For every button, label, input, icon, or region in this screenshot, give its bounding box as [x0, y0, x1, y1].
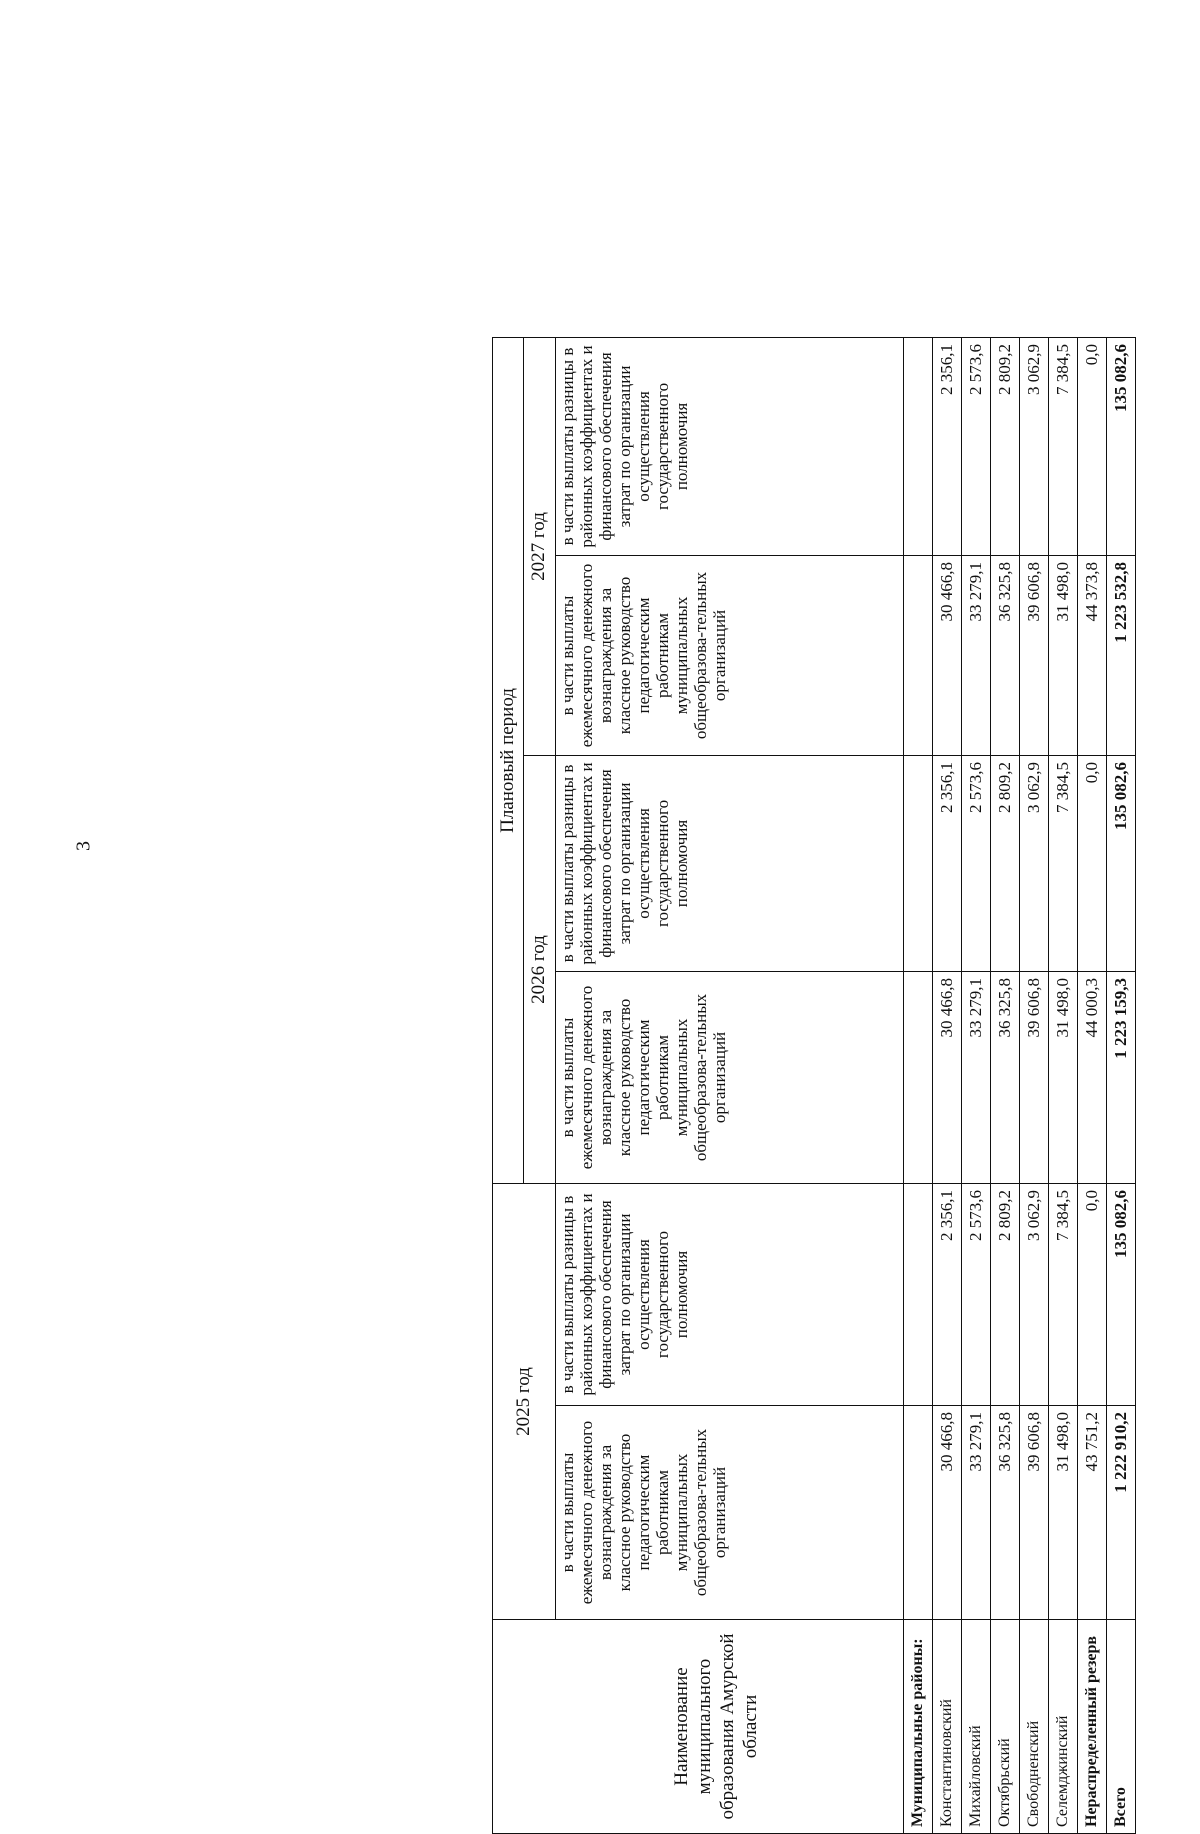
subheader-2027-class-teacher: в части выплаты ежемесячного денежного вознаграждения за классное руководство педагогическим работникам муниципальных общеобразова-тельных организаций	[555, 555, 903, 755]
cell-value: 31 498,0	[1048, 971, 1077, 1183]
row-name: Октябрьский	[990, 1620, 1019, 1834]
cell-value: 36 325,8	[990, 555, 1019, 755]
empty-cell	[903, 755, 932, 971]
cell-value: 31 498,0	[1048, 555, 1077, 755]
row-name: Михайловский	[961, 1620, 990, 1834]
cell-value: 7 384,5	[1048, 337, 1077, 555]
cell-value: 43 751,2	[1077, 1406, 1106, 1620]
section-label: Муниципальные районы:	[903, 1620, 932, 1834]
cell-value: 3 062,9	[1019, 337, 1048, 555]
subheader-2027-regional-coefficient: в части выплаты разницы в районных коэффициентах и финансового обеспечения затрат по организации осуществления государственного полномочия	[555, 337, 903, 555]
cell-value: 30 466,8	[932, 1406, 961, 1620]
cell-value: 39 606,8	[1019, 1406, 1048, 1620]
reserve-row	[1077, 337, 1106, 1833]
subheader-2025-regional-coefficient: в части выплаты разницы в районных коэффициентах и финансового обеспечения затрат по организации осуществления государственного полномочия	[555, 1183, 903, 1405]
table-row	[961, 337, 990, 1833]
cell-value: 1 222 910,2	[1106, 1406, 1135, 1620]
empty-cell	[903, 1406, 932, 1620]
cell-value: 2 356,1	[932, 337, 961, 555]
cell-value: 33 279,1	[961, 971, 990, 1183]
row-name: Свободненский	[1019, 1620, 1048, 1834]
cell-value: 33 279,1	[961, 1406, 990, 1620]
cell-value: 2 573,6	[961, 1183, 990, 1405]
cell-value: 0,0	[1077, 755, 1106, 971]
page-number: 3	[72, 841, 95, 851]
cell-value: 7 384,5	[1048, 1183, 1077, 1405]
cell-value: 30 466,8	[932, 971, 961, 1183]
cell-value: 135 082,6	[1106, 337, 1135, 555]
cell-value: 0,0	[1077, 337, 1106, 555]
table-row	[990, 337, 1019, 1833]
rotated-table-container	[492, 338, 1136, 1834]
cell-value: 0,0	[1077, 1183, 1106, 1405]
year-header-2027: 2027 год	[524, 337, 555, 755]
cell-value: 2 573,6	[961, 337, 990, 555]
cell-value: 1 223 532,8	[1106, 555, 1135, 755]
cell-value: 39 606,8	[1019, 971, 1048, 1183]
row-name: Константиновский	[932, 1620, 961, 1834]
cell-value: 2 356,1	[932, 1183, 961, 1405]
cell-value: 30 466,8	[932, 555, 961, 755]
cell-value: 3 062,9	[1019, 1183, 1048, 1405]
subheader-2026-class-teacher: в части выплаты ежемесячного денежного вознаграждения за классное руководство педагогическим работникам муниципальных общеобразова-тельных организаций	[555, 971, 903, 1183]
row-name: Селемджинский	[1048, 1620, 1077, 1834]
subheader-2026-regional-coefficient: в части выплаты разницы в районных коэффициентах и финансового обеспечения затрат по организации осуществления государственного полномочия	[555, 755, 903, 971]
table-row	[1019, 337, 1048, 1833]
year-header-2025: 2025 год	[493, 1183, 556, 1619]
cell-value: 2 573,6	[961, 755, 990, 971]
year-header-2026: 2026 год	[524, 755, 555, 1183]
table-row	[1048, 337, 1077, 1833]
table-row	[932, 337, 961, 1833]
cell-value: 36 325,8	[990, 1406, 1019, 1620]
empty-cell	[903, 337, 932, 555]
cell-value: 2 809,2	[990, 1183, 1019, 1405]
cell-value: 2 809,2	[990, 755, 1019, 971]
cell-value: 135 082,6	[1106, 755, 1135, 971]
planned-period-header: Плановый период	[493, 337, 524, 1183]
budget-table	[492, 337, 1136, 1834]
cell-value: 36 325,8	[990, 971, 1019, 1183]
empty-cell	[903, 555, 932, 755]
cell-value: 3 062,9	[1019, 755, 1048, 971]
column-header-municipality: Наименование муниципального образования Амурской области	[493, 1620, 904, 1834]
row-name: Нераспределенный резерв	[1077, 1620, 1106, 1834]
empty-cell	[903, 971, 932, 1183]
empty-cell	[903, 1183, 932, 1405]
cell-value: 31 498,0	[1048, 1406, 1077, 1620]
cell-value: 135 082,6	[1106, 1183, 1135, 1405]
total-row	[1106, 337, 1135, 1833]
cell-value: 44 373,8	[1077, 555, 1106, 755]
row-name: Всего	[1106, 1620, 1135, 1834]
cell-value: 44 000,3	[1077, 971, 1106, 1183]
cell-value: 2 356,1	[932, 755, 961, 971]
subheader-2025-class-teacher: в части выплаты ежемесячного денежного вознаграждения за классное руководство педагогическим работникам муниципальных общеобразова-тельных организаций	[555, 1406, 903, 1620]
cell-value: 39 606,8	[1019, 555, 1048, 755]
cell-value: 2 809,2	[990, 337, 1019, 555]
cell-value: 33 279,1	[961, 555, 990, 755]
cell-value: 1 223 159,3	[1106, 971, 1135, 1183]
cell-value: 7 384,5	[1048, 755, 1077, 971]
